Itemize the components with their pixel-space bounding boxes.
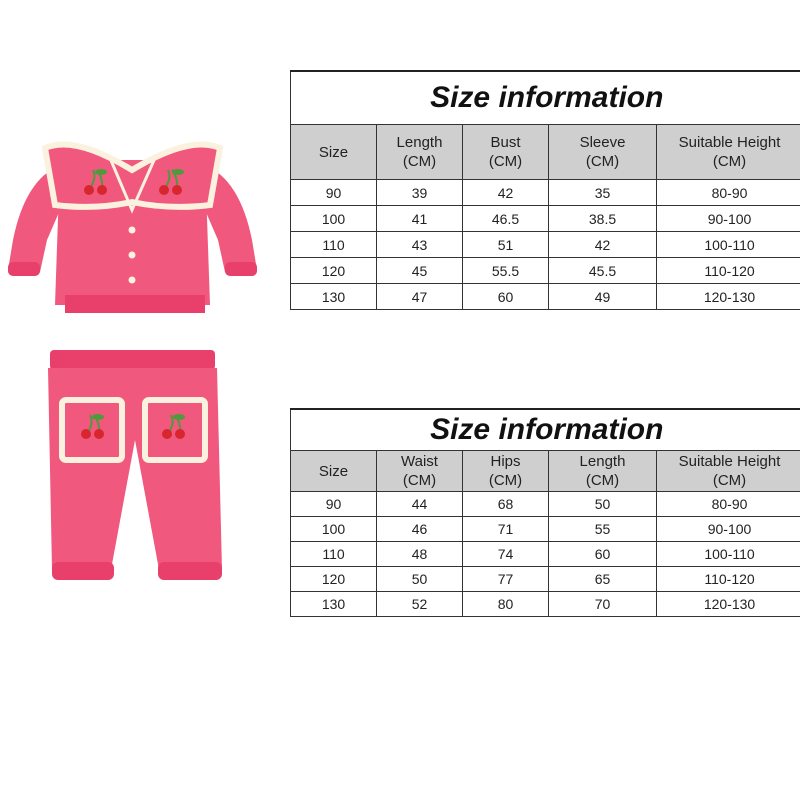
table-title: Size information xyxy=(291,71,800,125)
table-body xyxy=(291,180,800,310)
table-cell: 44 xyxy=(377,492,463,517)
table-cell: 77 xyxy=(463,567,549,592)
table-cell: 48 xyxy=(377,542,463,567)
header-cell: Size xyxy=(291,125,377,180)
table-cell: 60 xyxy=(463,284,549,310)
pink-cardigan-image xyxy=(5,130,260,315)
table-cell: 38.5 xyxy=(549,206,657,232)
top-size-table xyxy=(290,70,800,310)
table-cell: 51 xyxy=(463,232,549,258)
header-cell: Sleeve (CM) xyxy=(549,125,657,180)
table-cell: 65 xyxy=(549,567,657,592)
table-cell: 90-100 xyxy=(657,206,800,232)
table-row xyxy=(291,258,800,284)
table-cell: 55 xyxy=(549,517,657,542)
pink-pants-image xyxy=(40,350,225,590)
table-row xyxy=(291,592,800,617)
table-cell: 46.5 xyxy=(463,206,549,232)
table-row xyxy=(291,284,800,310)
header-cell: Length (CM) xyxy=(549,451,657,492)
table-body xyxy=(291,492,800,617)
table-cell: 100-110 xyxy=(657,232,800,258)
table-cell: 45 xyxy=(377,258,463,284)
header-cell: Length (CM) xyxy=(377,125,463,180)
table-cell: 120 xyxy=(291,258,377,284)
table-cell: 100 xyxy=(291,206,377,232)
table-cell: 49 xyxy=(549,284,657,310)
table-cell: 90 xyxy=(291,492,377,517)
table-cell: 39 xyxy=(377,180,463,206)
table-cell: 50 xyxy=(377,567,463,592)
table-cell: 42 xyxy=(463,180,549,206)
bottom-size-table xyxy=(290,408,800,617)
table-row xyxy=(291,517,800,542)
table-row xyxy=(291,232,800,258)
table-cell: 100-110 xyxy=(657,542,800,567)
table-cell: 110 xyxy=(291,542,377,567)
table-cell: 46 xyxy=(377,517,463,542)
table-cell: 110-120 xyxy=(657,258,800,284)
header-cell: Suitable Height (CM) xyxy=(657,451,800,492)
header-cell: Suitable Height (CM) xyxy=(657,125,800,180)
header-cell: Bust (CM) xyxy=(463,125,549,180)
table-cell: 90-100 xyxy=(657,517,800,542)
table-cell: 55.5 xyxy=(463,258,549,284)
table-cell: 110-120 xyxy=(657,567,800,592)
header-cell: Size xyxy=(291,451,377,492)
table-cell: 35 xyxy=(549,180,657,206)
table-cell: 80-90 xyxy=(657,492,800,517)
table-cell: 52 xyxy=(377,592,463,617)
table-cell: 110 xyxy=(291,232,377,258)
header-row xyxy=(291,451,800,492)
table-cell: 50 xyxy=(549,492,657,517)
table-row xyxy=(291,206,800,232)
table-cell: 120-130 xyxy=(657,592,800,617)
table-row xyxy=(291,180,800,206)
table-cell: 100 xyxy=(291,517,377,542)
table-cell: 41 xyxy=(377,206,463,232)
table-cell: 80-90 xyxy=(657,180,800,206)
table-cell: 80 xyxy=(463,592,549,617)
header-cell: Waist (CM) xyxy=(377,451,463,492)
table-cell: 130 xyxy=(291,284,377,310)
table-cell: 42 xyxy=(549,232,657,258)
table-title: Size information xyxy=(291,409,800,451)
table-row xyxy=(291,492,800,517)
table-cell: 47 xyxy=(377,284,463,310)
table-cell: 90 xyxy=(291,180,377,206)
table-cell: 120 xyxy=(291,567,377,592)
table-row xyxy=(291,542,800,567)
table-cell: 130 xyxy=(291,592,377,617)
table-cell: 45.5 xyxy=(549,258,657,284)
table-cell: 70 xyxy=(549,592,657,617)
table-row xyxy=(291,567,800,592)
table-cell: 43 xyxy=(377,232,463,258)
table-cell: 71 xyxy=(463,517,549,542)
header-cell: Hips (CM) xyxy=(463,451,549,492)
table-cell: 68 xyxy=(463,492,549,517)
table-cell: 60 xyxy=(549,542,657,567)
table-cell: 74 xyxy=(463,542,549,567)
table-cell: 120-130 xyxy=(657,284,800,310)
header-row xyxy=(291,125,800,180)
